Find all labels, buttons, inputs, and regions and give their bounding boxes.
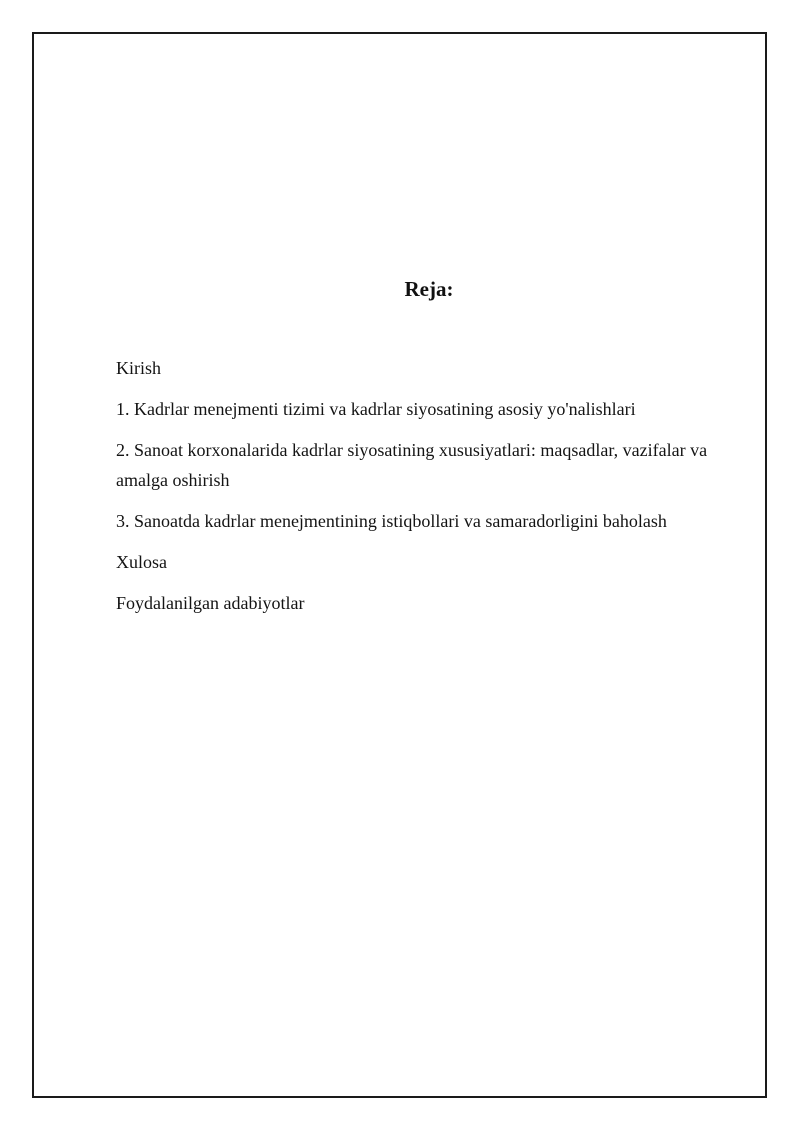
toc-item-chapter-1: 1. Kadrlar menejmenti tizimi va kadrlar siyosatining asosiy yo'nalishlari xyxy=(116,399,636,419)
toc-item-conclusion: Xulosa xyxy=(116,552,167,572)
toc-item-references: Foydalanilgan adabiyotlar xyxy=(116,593,305,613)
toc-item-chapter-2: 2. Sanoat korxonalarida kadrlar siyosatining xususiyatlari: maqsadlar, vazifalar va amalga oshirish xyxy=(116,440,708,490)
table-of-contents xyxy=(116,353,746,629)
toc-item-introduction: Kirish xyxy=(116,358,161,378)
plan-title: Reja: xyxy=(404,277,454,301)
toc-item-chapter-3: 3. Sanoatda kadrlar menejmentining istiqbollari va samaradorligini baholash xyxy=(116,511,667,531)
